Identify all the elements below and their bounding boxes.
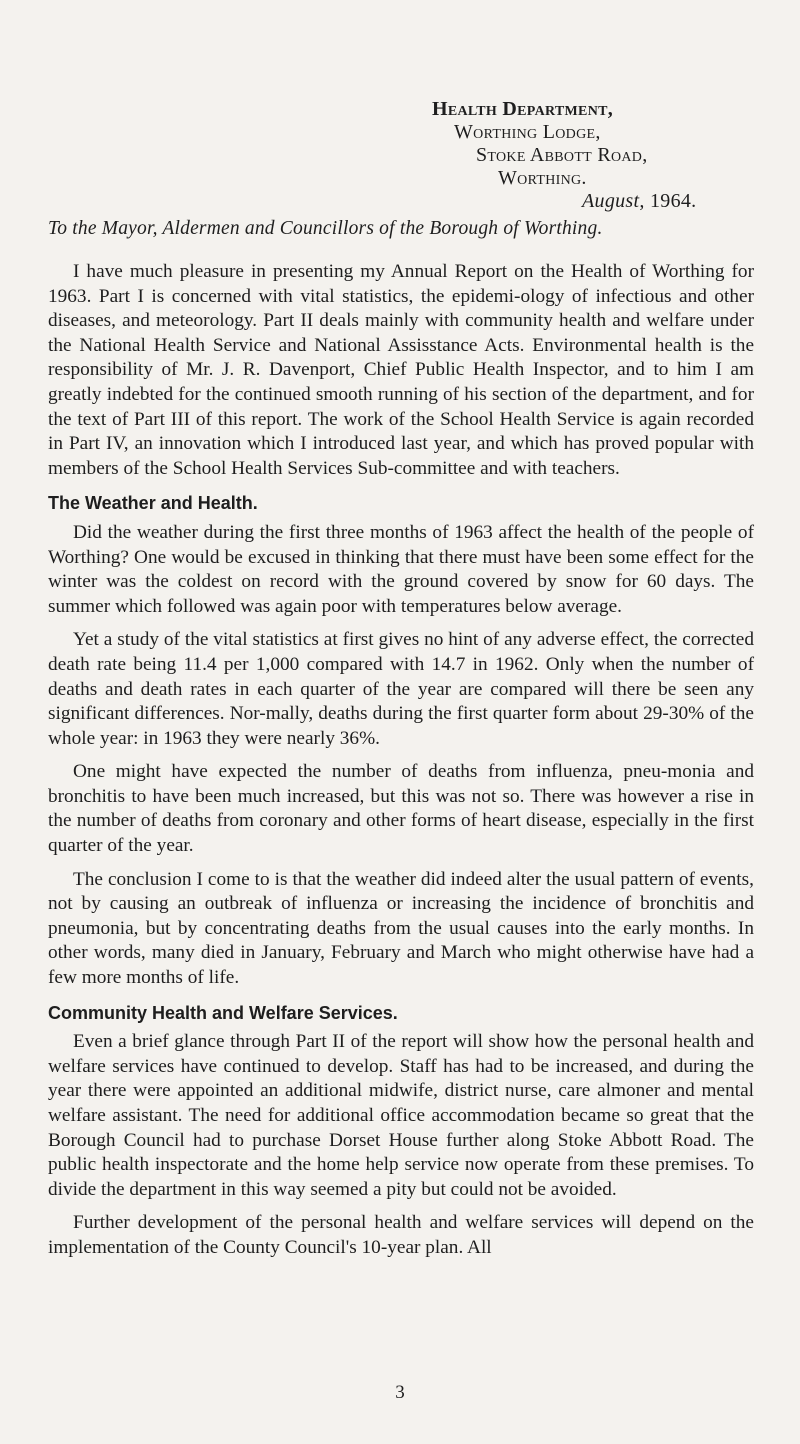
- sender-address: [432, 98, 696, 213]
- address-line-department: Health Department,: [432, 98, 614, 120]
- address-line-building: Worthing Lodge,: [454, 121, 601, 143]
- paragraph-weather: Did the weather during the first three months of 1963 affect the health of the people of Worthing? One would be excused in thinking that there must have been some effect for the winter was the coldest on record with the ground covered by snow for 60 days. The summer which followed was again poor with temperatures below average.: [48, 521, 754, 617]
- paragraph-intro: I have much pleasure in presenting my Annual Report on the Health of Worthing for 1963. Part I is concerned with vital statistics, the epidemi-ology of infectious and other diseases, and meteorology. Part II deals mainly with community health and welfare under the National Health Service and National Assisstance Acts. Environmental health is the responsibility of Mr. J. R. Davenport, Chief Public Health Inspector, and to him I am greatly indebted for the continued smooth running of his section of the department, and for the text of Part III of this report. The work of the School Health Service is again recorded in Part IV, an innovation which I introduced last year, and which has proved popular with members of the School Health Services Sub-committee and with teachers.: [48, 261, 754, 479]
- address-line-street: Stoke Abbott Road,: [476, 144, 648, 166]
- heading-weather-and-health: The Weather and Health.: [48, 493, 258, 514]
- date-month: August,: [582, 190, 645, 212]
- heading-community-health: Community Health and Welfare Services.: [48, 1002, 398, 1023]
- address-line-town: Worthing.: [498, 167, 587, 189]
- salutation: To the Mayor, Aldermen and Councillors of the Borough of Worthing.: [48, 218, 603, 239]
- letter-date: [582, 190, 696, 213]
- paragraph-development: Further development of the personal health and welfare services will depend on the implementation of the County Council's 10-year plan. All: [48, 1212, 754, 1258]
- paragraph-conclusion: The conclusion I come to is that the weather did indeed alter the usual pattern of events, not by causing an outbreak of influenza or increasing the incidence of bronchitis and pneumonia, but by concentrating deaths from the usual causes into the early months. In other words, many died in January, February and March who might otherwise have had a few more months of life.: [48, 868, 754, 989]
- paragraph-services: Even a brief glance through Part II of the report will show how the personal health and welfare services have continued to develop. Staff has had to be increased, and during the year there were appointed an additional midwife, district nurse, care almoner and mental welfare assistant. The need for additional office accommodation became so great that the Borough Council had to purchase Dorset House further along Stoke Abbott Road. The public health inspectorate and the home help service now operate from these premises. To divide the department in this way seemed a pity but could not be avoided.: [48, 1031, 754, 1200]
- paragraph-vital-statistics: Yet a study of the vital statistics at first gives no hint of any adverse effect, the corrected death rate being 11.4 per 1,000 compared with 14.7 in 1962. Only when the number of deaths and death rates in each quarter of the year are compared will there be seen any significant differences. Nor-mally, deaths during the first quarter form about 29-30% of the whole year: in 1963 they were nearly 36%.: [48, 629, 754, 749]
- date-year: 1964.: [649, 190, 697, 212]
- report-body: [48, 260, 754, 1270]
- paragraph-influenza: One might have expected the number of deaths from influenza, pneu-monia and bronchitis to have been much increased, but this was not so. There was however a rise in the number of deaths from coronary and other forms of heart disease, especially in the first quarter of the year.: [48, 761, 754, 857]
- page-number: 3: [395, 1382, 405, 1403]
